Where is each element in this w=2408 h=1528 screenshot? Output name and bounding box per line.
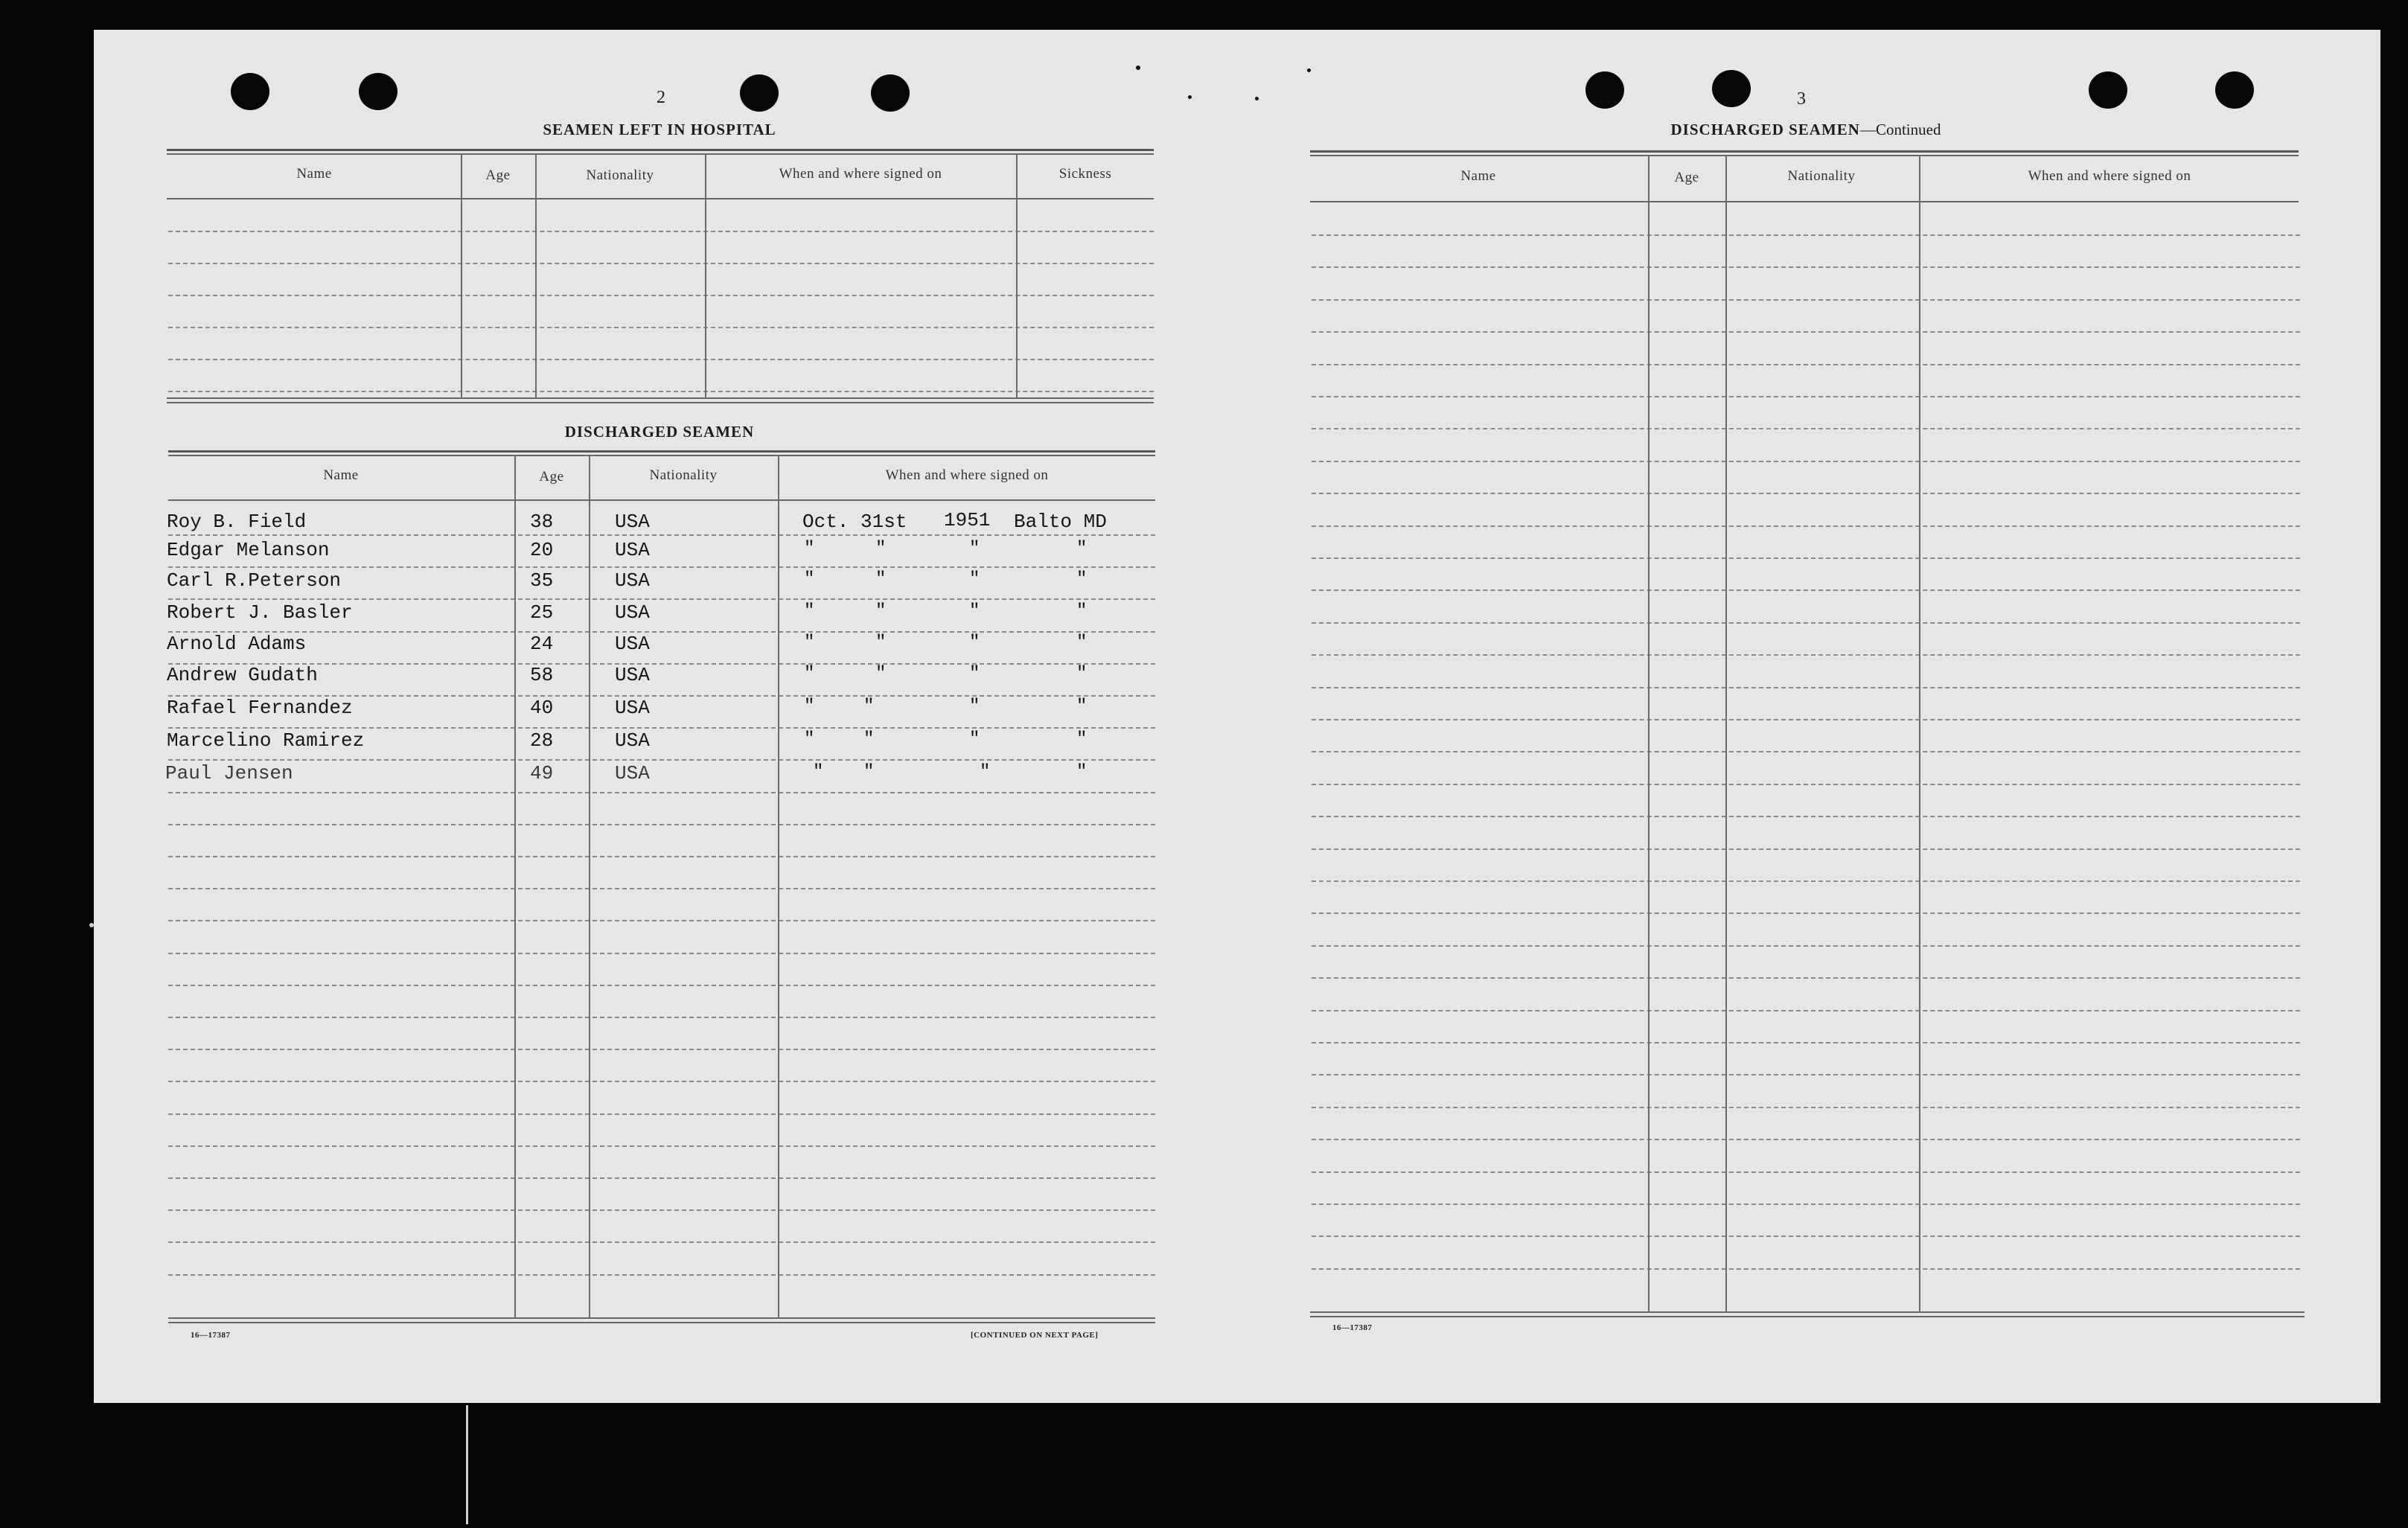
rule [168, 1317, 1155, 1319]
ditto-mark: " [980, 762, 991, 782]
dotted-line [1312, 654, 2300, 656]
dotted-line [1312, 557, 2300, 559]
right-col-name: Name [1460, 168, 1496, 184]
column-rule [1016, 153, 1018, 399]
seaman-nationality: USA [615, 729, 650, 752]
column-rule [461, 153, 462, 399]
column-rule [1648, 155, 1649, 1313]
rule [167, 402, 1154, 403]
seaman-age: 58 [530, 664, 554, 686]
rule [1310, 155, 2299, 156]
dotted-line [1312, 816, 2300, 817]
ditto-mark: " [1076, 633, 1088, 653]
dotted-line [168, 598, 1155, 600]
discharged-col-name: Name [323, 467, 359, 483]
column-rule [1725, 155, 1727, 1313]
ditto-mark: " [969, 664, 980, 684]
ditto-mark: " [804, 729, 815, 749]
dotted-line [1312, 396, 2300, 397]
dotted-line [1312, 912, 2300, 914]
dotted-line [1312, 493, 2300, 494]
dotted-line [1312, 1139, 2300, 1140]
dotted-line [168, 856, 1155, 857]
dotted-line [1312, 1268, 2300, 1270]
dotted-line [1312, 945, 2300, 947]
punch-hole [359, 73, 397, 110]
ditto-mark: " [1076, 601, 1088, 621]
scan-mark [466, 1405, 468, 1524]
dotted-line [1312, 1042, 2300, 1043]
continued-note: [CONTINUED ON NEXT PAGE] [971, 1331, 1099, 1340]
left-form-number: 16—17387 [191, 1331, 231, 1340]
seaman-name: Marcelino Ramirez [167, 729, 365, 752]
speck [1307, 68, 1311, 72]
seaman-name: Carl R.Peterson [167, 569, 342, 592]
seaman-age: 24 [530, 633, 554, 655]
ditto-mark: " [969, 697, 980, 717]
seaman-nationality: USA [615, 539, 650, 561]
seaman-name: Robert J. Basler [167, 601, 353, 624]
punch-hole [1585, 71, 1624, 109]
seaman-name: Arnold Adams [167, 633, 307, 655]
dotted-line [168, 759, 1155, 761]
dotted-line [1312, 364, 2300, 365]
dotted-line [168, 888, 1155, 889]
discharged-section-title: DISCHARGED SEAMEN [564, 423, 755, 441]
rule [168, 1322, 1155, 1323]
rule [167, 149, 1154, 151]
ditto-mark: " [804, 601, 815, 621]
ditto-mark: " [969, 539, 980, 559]
rule [1310, 150, 2299, 153]
column-rule [778, 455, 779, 1319]
dotted-line [168, 1145, 1155, 1147]
signed-on-year: 1951 [944, 509, 991, 531]
discharged-col-signed-on: When and where signed on [885, 467, 1049, 483]
discharged-col-nationality: Nationality [649, 467, 718, 483]
rule [167, 397, 1154, 399]
rule [167, 153, 1154, 155]
hospital-col-age: Age [485, 167, 511, 183]
right-col-signed-on: When and where signed on [2028, 168, 2191, 184]
seaman-nationality: USA [615, 697, 650, 719]
seaman-age: 40 [530, 697, 554, 719]
seaman-age: 20 [530, 539, 554, 561]
dotted-line [1312, 331, 2300, 333]
punch-hole [2089, 71, 2127, 109]
ditto-mark: " [804, 539, 815, 559]
right-col-age: Age [1674, 170, 1699, 185]
dotted-line [1312, 266, 2300, 268]
ditto-mark: " [969, 601, 980, 621]
signed-on-date: Oct. 31st [802, 511, 907, 533]
dotted-line [1312, 525, 2300, 527]
right-col-nationality: Nationality [1787, 168, 1856, 184]
seaman-age: 28 [530, 729, 554, 752]
dotted-line [1312, 719, 2300, 720]
seaman-nationality: USA [615, 664, 650, 686]
ditto-mark: " [863, 762, 875, 782]
hospital-col-name: Name [296, 166, 332, 182]
ditto-mark: " [804, 697, 815, 717]
ditto-mark: " [804, 664, 815, 684]
dotted-line [168, 391, 1154, 392]
rule [168, 499, 1155, 501]
ditto-mark: " [875, 539, 887, 559]
ditto-mark: " [1076, 539, 1088, 559]
dotted-line [1312, 751, 2300, 752]
seaman-age: 38 [530, 511, 554, 533]
ditto-mark: " [875, 601, 887, 621]
punch-hole [740, 74, 779, 112]
seaman-name: Andrew Gudath [167, 664, 318, 686]
column-rule [535, 153, 537, 399]
seaman-nationality: USA [615, 569, 650, 592]
dotted-line [1312, 1235, 2300, 1237]
dotted-line [1312, 687, 2300, 688]
dotted-line [168, 263, 1154, 264]
dotted-line [168, 231, 1154, 232]
ditto-mark: " [875, 569, 887, 589]
speck [1136, 65, 1140, 70]
dotted-line [168, 1241, 1155, 1243]
seaman-nationality: USA [615, 511, 650, 533]
right-title-suffix: —Continued [1859, 121, 1941, 138]
dotted-line [1312, 1107, 2300, 1108]
ditto-mark: " [969, 569, 980, 589]
dotted-line [1312, 1203, 2300, 1205]
seaman-age: 35 [530, 569, 554, 592]
column-rule [589, 455, 590, 1319]
rule [1310, 1316, 2305, 1317]
speck [1188, 95, 1192, 99]
seaman-name: Rafael Fernandez [167, 697, 353, 719]
rule [168, 450, 1155, 453]
hospital-col-sickness: Sickness [1058, 166, 1112, 182]
punch-hole [231, 73, 269, 110]
rule [168, 455, 1155, 456]
ditto-mark: " [1076, 664, 1088, 684]
ditto-mark: " [804, 633, 815, 653]
seaman-name: Edgar Melanson [167, 539, 330, 561]
dotted-line [168, 1081, 1155, 1082]
discharged-col-age: Age [539, 469, 564, 485]
dotted-line [168, 1209, 1155, 1211]
dotted-line [1312, 1010, 2300, 1011]
left-page-number: 2 [657, 88, 665, 107]
punch-hole [2215, 71, 2254, 109]
dotted-line [168, 295, 1154, 296]
dotted-line [168, 985, 1155, 986]
ditto-mark: " [969, 729, 980, 749]
dotted-line [168, 953, 1155, 954]
ditto-mark: " [1076, 569, 1088, 589]
dotted-line [168, 566, 1155, 568]
dotted-line [168, 359, 1154, 360]
document-sheet [94, 30, 2380, 1403]
ditto-mark: " [1076, 697, 1088, 717]
ditto-mark: " [863, 697, 875, 717]
dotted-line [168, 534, 1155, 536]
ditto-mark: " [1076, 729, 1088, 749]
seaman-age: 25 [530, 601, 554, 624]
dotted-line [1312, 461, 2300, 462]
seaman-name: Paul Jensen [165, 762, 293, 784]
seaman-nationality: USA [615, 601, 650, 624]
dotted-line [168, 327, 1154, 328]
ditto-mark: " [813, 762, 824, 782]
dotted-line [168, 1113, 1155, 1115]
seaman-name: Roy B. Field [167, 511, 307, 533]
dotted-line [1312, 977, 2300, 979]
dotted-line [168, 1177, 1155, 1179]
dotted-line [1312, 784, 2300, 785]
right-title-main: DISCHARGED SEAMEN [1670, 121, 1860, 138]
ditto-mark: " [875, 664, 887, 684]
signed-on-place: Balto MD [1014, 511, 1107, 533]
dotted-line [168, 792, 1155, 793]
dotted-line [168, 1049, 1155, 1050]
speck [1255, 97, 1259, 100]
column-rule [514, 455, 516, 1319]
dotted-line [168, 727, 1155, 729]
ditto-mark: " [969, 633, 980, 653]
dotted-line [1312, 589, 2300, 591]
dotted-line [1312, 234, 2300, 236]
dotted-line [1312, 1074, 2300, 1075]
dotted-line [1312, 848, 2300, 850]
dotted-line [1312, 428, 2300, 429]
ditto-mark: " [804, 569, 815, 589]
seaman-nationality: USA [615, 633, 650, 655]
dotted-line [1312, 1171, 2300, 1173]
dotted-line [1312, 622, 2300, 624]
ditto-mark: " [875, 633, 887, 653]
column-rule [705, 153, 706, 399]
right-page-number: 3 [1797, 89, 1806, 109]
dotted-line [168, 631, 1155, 633]
rule [1310, 1311, 2305, 1313]
hospital-col-nationality: Nationality [586, 167, 654, 183]
rule [167, 198, 1154, 199]
dotted-line [168, 824, 1155, 825]
hospital-section-title: SEAMEN LEFT IN HOSPITAL [543, 121, 776, 138]
rule [1310, 201, 2299, 202]
ditto-mark: " [1076, 762, 1088, 782]
punch-hole [1712, 70, 1751, 107]
ditto-mark: " [863, 729, 875, 749]
column-rule [1919, 155, 1920, 1313]
dotted-line [1312, 880, 2300, 882]
dotted-line [1312, 299, 2300, 301]
seaman-nationality: USA [615, 762, 650, 784]
right-section-title [1553, 121, 2059, 139]
dotted-line [168, 1017, 1155, 1018]
punch-hole [871, 74, 910, 112]
scan-mark [89, 923, 94, 927]
dotted-line [168, 920, 1155, 921]
seaman-age: 49 [530, 762, 554, 784]
right-form-number: 16—17387 [1332, 1323, 1373, 1332]
dotted-line [168, 1274, 1155, 1276]
hospital-col-signed-on: When and where signed on [779, 166, 942, 182]
